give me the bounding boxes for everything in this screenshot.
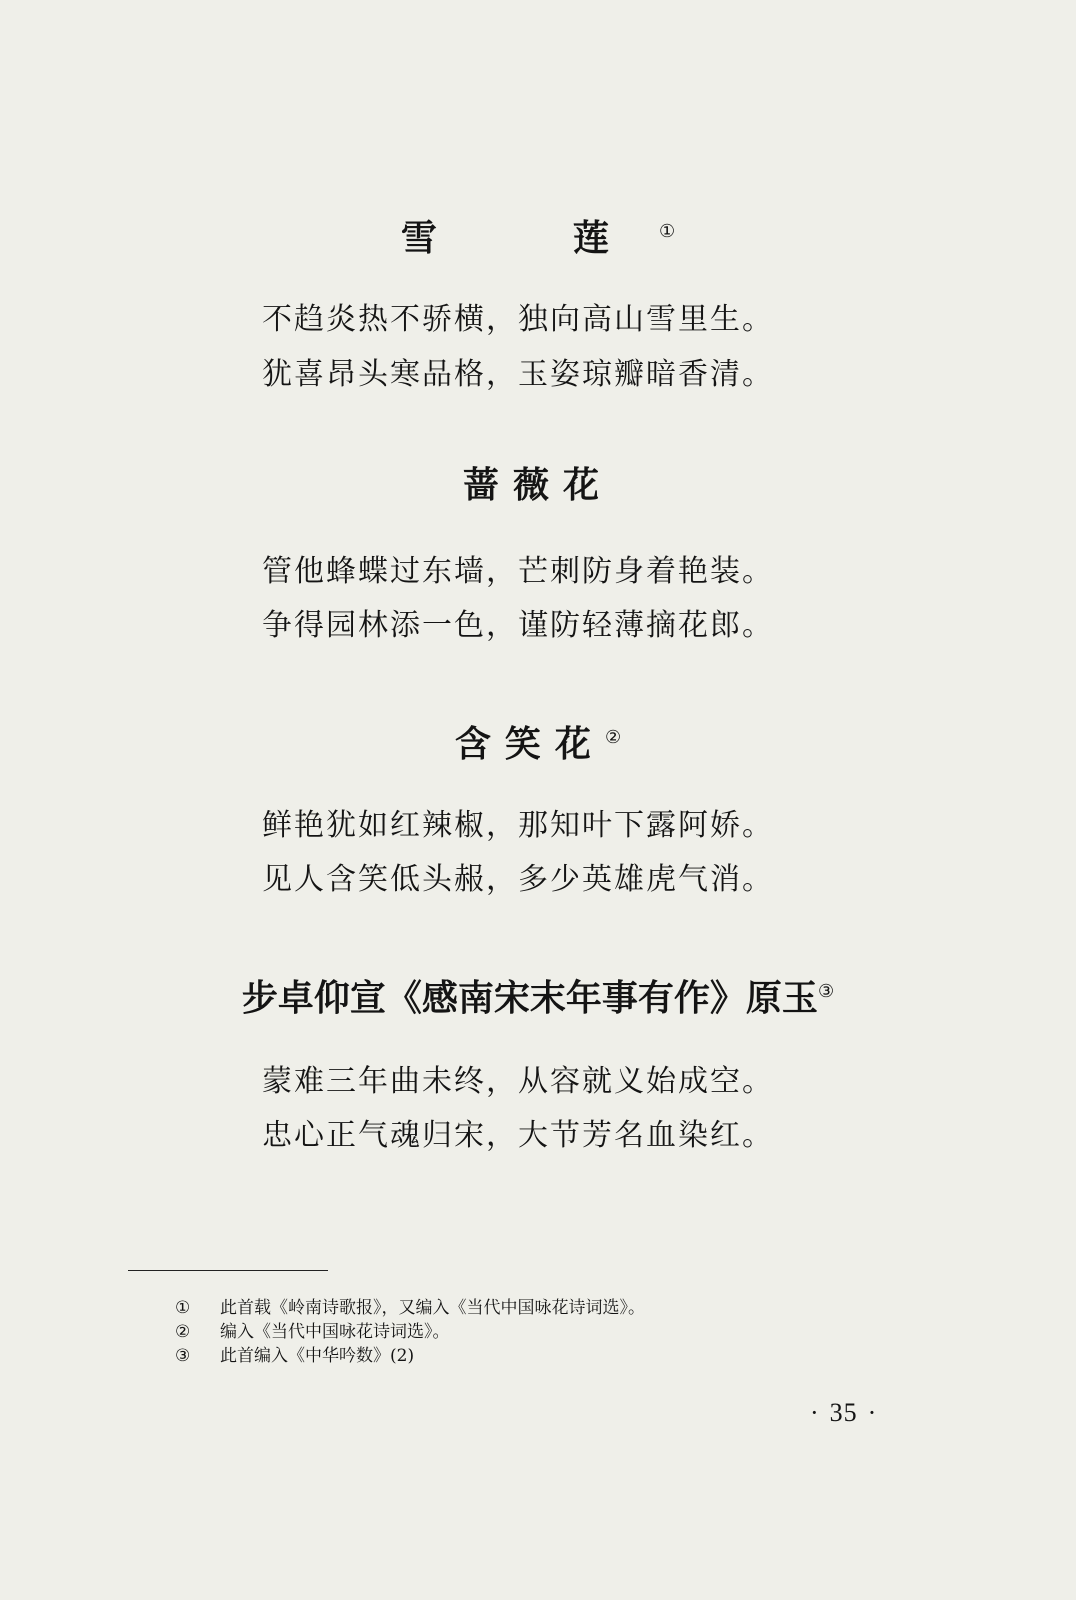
verse-line: 犹喜昂头寒品格，玉姿琼瓣暗香清。	[262, 357, 774, 392]
poem-buzhuo	[0, 968, 1076, 1023]
page-number-dot: ·	[810, 1398, 820, 1427]
verse-line: 见人含笑低头赧，多少英雄虎气消。	[262, 862, 774, 897]
poem-title	[0, 208, 1076, 263]
verse-line: 蒙难三年曲未终，从容就义始成空。	[262, 1064, 774, 1099]
page-number-dot: ·	[867, 1398, 878, 1427]
footnote-mark: ②	[175, 1322, 191, 1342]
poem-title-text: 含笑花	[454, 724, 605, 765]
verse-line: 争得园林添一色，谨防轻薄摘花郎。	[262, 608, 774, 643]
verse-line: 忠心正气魂归宋，大节芳名血染红。	[262, 1118, 774, 1153]
verse-line: 不趋炎热不骄横，独向高山雪里生。	[262, 302, 774, 337]
poem-title-text: 步卓仰宣《感南宋末年事有作》原玉	[241, 978, 818, 1019]
footnote-reference: ①	[658, 221, 676, 242]
footnote	[175, 1320, 645, 1344]
footnote-text: 此首编入《中华吟数》(2)	[220, 1346, 415, 1366]
footnote-text: 编入《当代中国咏花诗词选》。	[220, 1322, 450, 1342]
poem-xuelian	[0, 208, 1076, 263]
verse-line: 鲜艳犹如红辣椒，那知叶下露阿娇。	[262, 808, 774, 843]
poem-title	[0, 714, 1076, 769]
footnote-rule	[128, 1270, 328, 1271]
footnote-reference: ②	[604, 727, 622, 748]
footnotes	[175, 1296, 645, 1368]
page-number-value: 35	[829, 1398, 858, 1427]
footnote-mark: ①	[175, 1298, 191, 1318]
verse-line: 管他蜂蝶过东墙，芒刺防身着艳装。	[262, 554, 774, 589]
poem-title-text: 蔷薇花	[462, 465, 613, 506]
footnote	[175, 1344, 645, 1368]
footnote-mark: ③	[175, 1346, 191, 1366]
page-number	[800, 1398, 887, 1428]
poem-title	[0, 968, 1076, 1023]
footnote-text: 此首载《岭南诗歌报》，又编入《当代中国咏花诗词选》。	[220, 1298, 645, 1318]
footnote	[175, 1296, 645, 1320]
footnote-reference: ③	[817, 981, 835, 1002]
poem-title	[0, 462, 1076, 510]
poem-qiangweihua	[0, 462, 1076, 510]
poem-hanxiaohua	[0, 714, 1076, 769]
poem-title-text: 雪 莲	[400, 218, 659, 259]
